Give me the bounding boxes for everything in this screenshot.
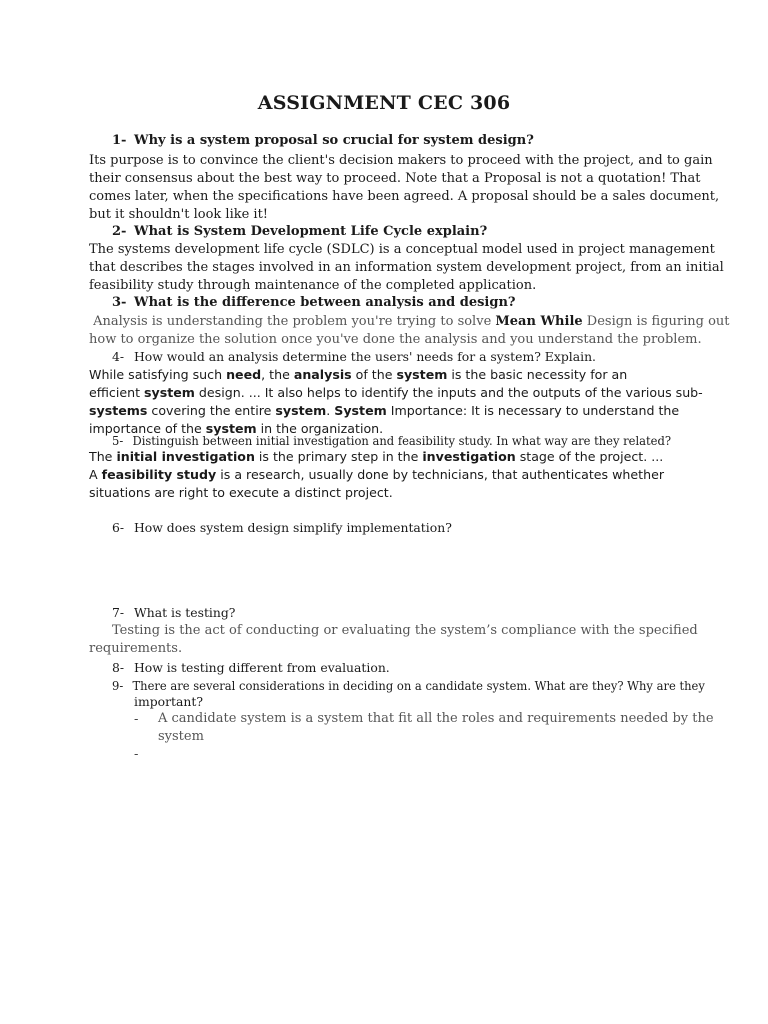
- answer-line: how to organize the solution once you've done the analysis and you understand the problem.: [89, 332, 702, 347]
- answer-line: their consensus about the best way to proceed. Note that a Proposal is not a quotation! That: [89, 171, 701, 186]
- answer-text: covering the entire: [147, 403, 276, 418]
- keyword: systems: [89, 403, 148, 418]
- keyword: need: [226, 367, 262, 382]
- question-number: 8-: [112, 660, 125, 675]
- answer-1: [89, 152, 719, 224]
- answer-emphasis: Mean While: [495, 314, 583, 329]
- page-title: ASSIGNMENT CEC 306: [257, 92, 511, 114]
- answer-4: [89, 366, 703, 438]
- question-text: Distinguish between initial investigation and feasibility study. In what way are they related?: [132, 433, 672, 448]
- question-text: How would an analysis determine the users' needs for a system? Explain.: [134, 349, 596, 364]
- question-text: What is testing?: [134, 605, 236, 620]
- answer-line: [89, 466, 664, 484]
- answer-text: .: [326, 403, 335, 418]
- question-9-continuation: important?: [134, 694, 203, 709]
- answer-text: Design is figuring out: [582, 314, 730, 329]
- question-6: [112, 520, 452, 535]
- answer-text: Importance: It is necessary to understand the: [386, 403, 680, 418]
- answer-7: [89, 622, 698, 658]
- question-9: [112, 678, 705, 693]
- answer-text: stage of the project. ...: [515, 449, 664, 464]
- question-number: 3-: [112, 295, 127, 310]
- answer-line: comes later, when the specifications have been agreed. A proposal should be a sales document,: [89, 189, 720, 204]
- question-number: 5-: [112, 433, 124, 448]
- question-text: What is System Development Life Cycle explain?: [134, 224, 488, 239]
- answer-9-bullet-1: [158, 710, 714, 746]
- answer-text: in the organization.: [256, 421, 384, 436]
- answer-text: , the: [261, 367, 294, 382]
- answer-line: Its purpose is to convince the client's decision makers to proceed with the project, and to gain: [89, 153, 713, 168]
- question-number: 1-: [112, 133, 127, 148]
- answer-text: is the basic necessity for an: [447, 367, 628, 382]
- answer-text: A: [89, 467, 102, 482]
- answer-line: but it shouldn't look like it!: [89, 207, 269, 222]
- question-number: 9-: [112, 678, 124, 693]
- answer-text: importance of the: [89, 421, 206, 436]
- question-text: What is the difference between analysis and design?: [134, 295, 516, 310]
- question-4: [112, 349, 596, 364]
- question-text: How is testing different from evaluation.: [134, 660, 390, 675]
- answer-line: A candidate system is a system that fit all the roles and requirements needed by the: [158, 711, 714, 726]
- answer-text: is the primary step in the: [254, 449, 423, 464]
- answer-text: design. ... It also helps to identify the inputs and the outputs of the various sub-: [194, 385, 703, 400]
- answer-text: is a research, usually done by technicians, that authenticates whether: [216, 467, 664, 482]
- answer-5: [89, 448, 664, 502]
- answer-text: of the: [351, 367, 397, 382]
- question-3: [112, 295, 516, 310]
- answer-line: that describes the stages involved in an information system development project, from an initial: [89, 260, 724, 275]
- question-8: [112, 660, 390, 675]
- question-1: [112, 133, 534, 148]
- answer-line: feasibility study through maintenance of the completed application.: [89, 278, 537, 293]
- answer-line: system: [158, 729, 204, 744]
- question-number: 6-: [112, 520, 125, 535]
- answer-line: Testing is the act of conducting or evaluating the system’s compliance with the specified: [112, 623, 698, 638]
- keyword: feasibility study: [101, 467, 217, 482]
- answer-text: efficient: [89, 385, 145, 400]
- answer-line: [89, 384, 703, 402]
- question-text: Why is a system proposal so crucial for system design?: [134, 133, 534, 148]
- keyword: investigation: [422, 449, 516, 464]
- answer-line: [89, 313, 730, 331]
- keyword: system: [275, 403, 327, 418]
- answer-line: [89, 448, 664, 466]
- answer-line: [89, 402, 703, 420]
- question-number: 7-: [112, 605, 125, 620]
- answer-text: The: [89, 449, 117, 464]
- question-text: There are several considerations in deciding on a candidate system. What are they? Why are they: [132, 678, 705, 693]
- keyword: analysis: [293, 367, 352, 382]
- keyword: System: [334, 403, 387, 418]
- answer-line: requirements.: [89, 641, 183, 656]
- question-number: 2-: [112, 224, 127, 239]
- answer-line: situations are right to execute a distinct project.: [89, 485, 393, 500]
- answer-text: While satisfying such: [89, 367, 227, 382]
- question-5: [112, 433, 671, 448]
- keyword: initial investigation: [116, 449, 255, 464]
- answer-text: Analysis is understanding the problem you're trying to solve: [89, 314, 496, 329]
- keyword: system: [396, 367, 448, 382]
- answer-line: [89, 366, 703, 384]
- answer-2: [89, 241, 724, 295]
- question-7: [112, 605, 235, 620]
- keyword: system: [205, 421, 257, 436]
- question-number: 4-: [112, 349, 125, 364]
- answer-3: [89, 313, 730, 349]
- question-text: How does system design simplify implementation?: [134, 520, 452, 535]
- answer-line: The systems development life cycle (SDLC) is a conceptual model used in project management: [89, 242, 715, 257]
- question-2: [112, 224, 487, 239]
- bullet-marker: -: [134, 747, 139, 762]
- keyword: system: [144, 385, 195, 400]
- bullet-marker: -: [134, 712, 139, 727]
